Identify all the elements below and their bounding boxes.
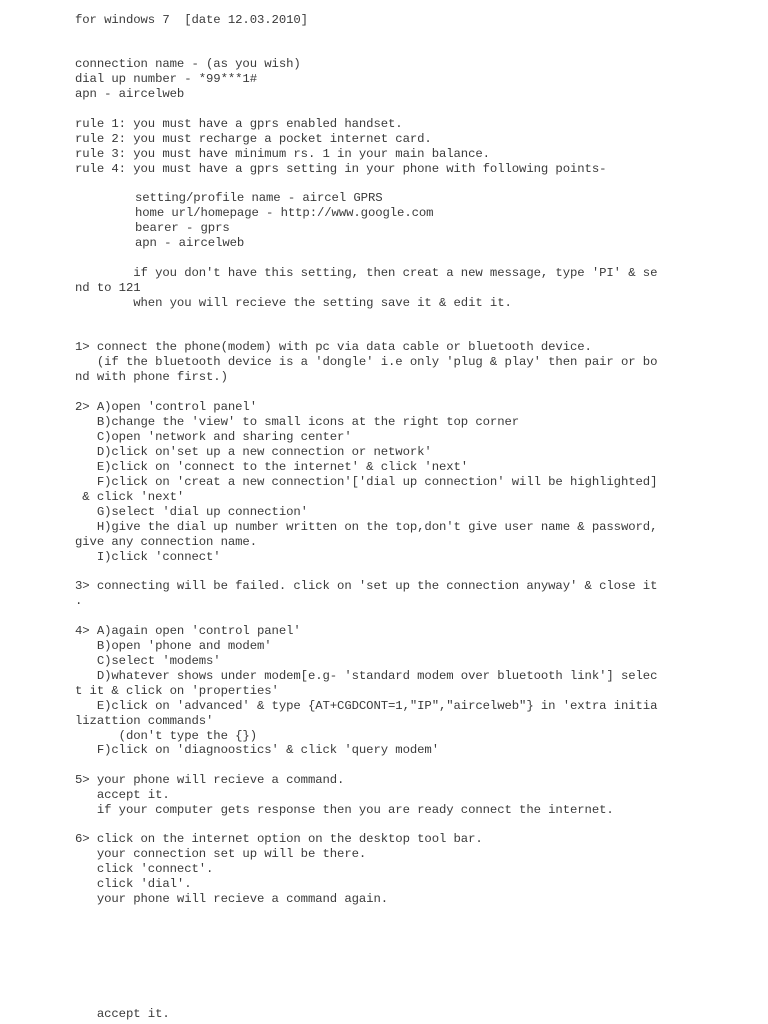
rule-line: rule 4: you must have a gprs setting in your phone with following points- xyxy=(75,162,607,176)
step-6-line: 6> click on the internet option on the desktop tool bar. xyxy=(75,832,483,846)
step-5-line: if your computer gets response then you are ready connect the internet. xyxy=(75,803,614,817)
step-6-line: your connection set up will be there. xyxy=(75,847,367,861)
settings-note-line: nd to 121 xyxy=(75,281,141,295)
step-6-line: click 'connect'. xyxy=(75,862,214,876)
step-6-line: click 'dial'. xyxy=(75,877,192,891)
setting-line: home url/homepage - http://www.google.com xyxy=(135,206,434,220)
step-2-line: F)click on 'creat a new connection'['dial up connection' will be highlighted] xyxy=(75,475,658,489)
connection-name-line: connection name - (as you wish) xyxy=(75,57,301,71)
step-4-line: t it & click on 'properties' xyxy=(75,684,279,698)
step-6-line: your phone will recieve a command again. xyxy=(75,892,389,906)
step-4-line: C)select 'modems' xyxy=(75,654,221,668)
rule-line: rule 1: you must have a gprs enabled handset. xyxy=(75,117,403,131)
step-2-line: C)open 'network and sharing center' xyxy=(75,430,352,444)
dial-up-number-line: dial up number - *99***1# xyxy=(75,72,257,86)
step-4-line: E)click on 'advanced' & type {AT+CGDCONT=1,"IP","aircelweb"} in 'extra initia xyxy=(75,699,658,713)
step-4-line: lizattion commands' xyxy=(75,714,214,728)
document-header: for windows 7 [date 12.03.2010] xyxy=(75,13,308,27)
step-1-line: nd with phone first.) xyxy=(75,370,228,384)
step-2-line: & click 'next' xyxy=(75,490,185,504)
step-4-line: D)whatever shows under modem[e.g- 'standard modem over bluetooth link'] selec xyxy=(75,669,658,683)
step-2-line: E)click on 'connect to the internet' & click 'next' xyxy=(75,460,469,474)
setting-line: apn - aircelweb xyxy=(135,236,245,250)
rule-line: rule 2: you must recharge a pocket internet card. xyxy=(75,132,432,146)
settings-note-line: when you will recieve the setting save it & edit it. xyxy=(75,296,512,310)
step-2-line: H)give the dial up number written on the top,don't give user name & password, xyxy=(75,520,658,534)
setting-line: bearer - gprs xyxy=(135,221,230,235)
step-2-line: D)click on'set up a new connection or network' xyxy=(75,445,432,459)
step-1-line: (if the bluetooth device is a 'dongle' i.e only 'plug & play' then pair or bo xyxy=(75,355,658,369)
step-2-line: I)click 'connect' xyxy=(75,550,221,564)
step-5-line: 5> your phone will recieve a command. xyxy=(75,773,345,787)
rule-line: rule 3: you must have minimum rs. 1 in your main balance. xyxy=(75,147,490,161)
apn-line: apn - aircelweb xyxy=(75,87,185,101)
step-4-line: F)click on 'diagnoostics' & click 'query modem' xyxy=(75,743,439,757)
step-2-line: give any connection name. xyxy=(75,535,257,549)
step-4-line: B)open 'phone and modem' xyxy=(75,639,272,653)
settings-note-line: if you don't have this setting, then creat a new message, type 'PI' & se xyxy=(75,266,658,280)
footer-line: accept it. xyxy=(75,1007,170,1021)
setting-line: setting/profile name - aircel GPRS xyxy=(135,191,383,205)
step-1-line: 1> connect the phone(modem) with pc via data cable or bluetooth device. xyxy=(75,340,592,354)
step-4-line: (don't type the {}) xyxy=(75,729,257,743)
step-2-line: G)select 'dial up connection' xyxy=(75,505,308,519)
step-5-line: accept it. xyxy=(75,788,170,802)
step-2-line: 2> A)open 'control panel' xyxy=(75,400,257,414)
step-4-line: 4> A)again open 'control panel' xyxy=(75,624,301,638)
step-2-line: B)change the 'view' to small icons at the right top corner xyxy=(75,415,520,429)
step-3-line: 3> connecting will be failed. click on 'set up the connection anyway' & close it xyxy=(75,579,658,593)
step-3-line: . xyxy=(75,594,83,608)
